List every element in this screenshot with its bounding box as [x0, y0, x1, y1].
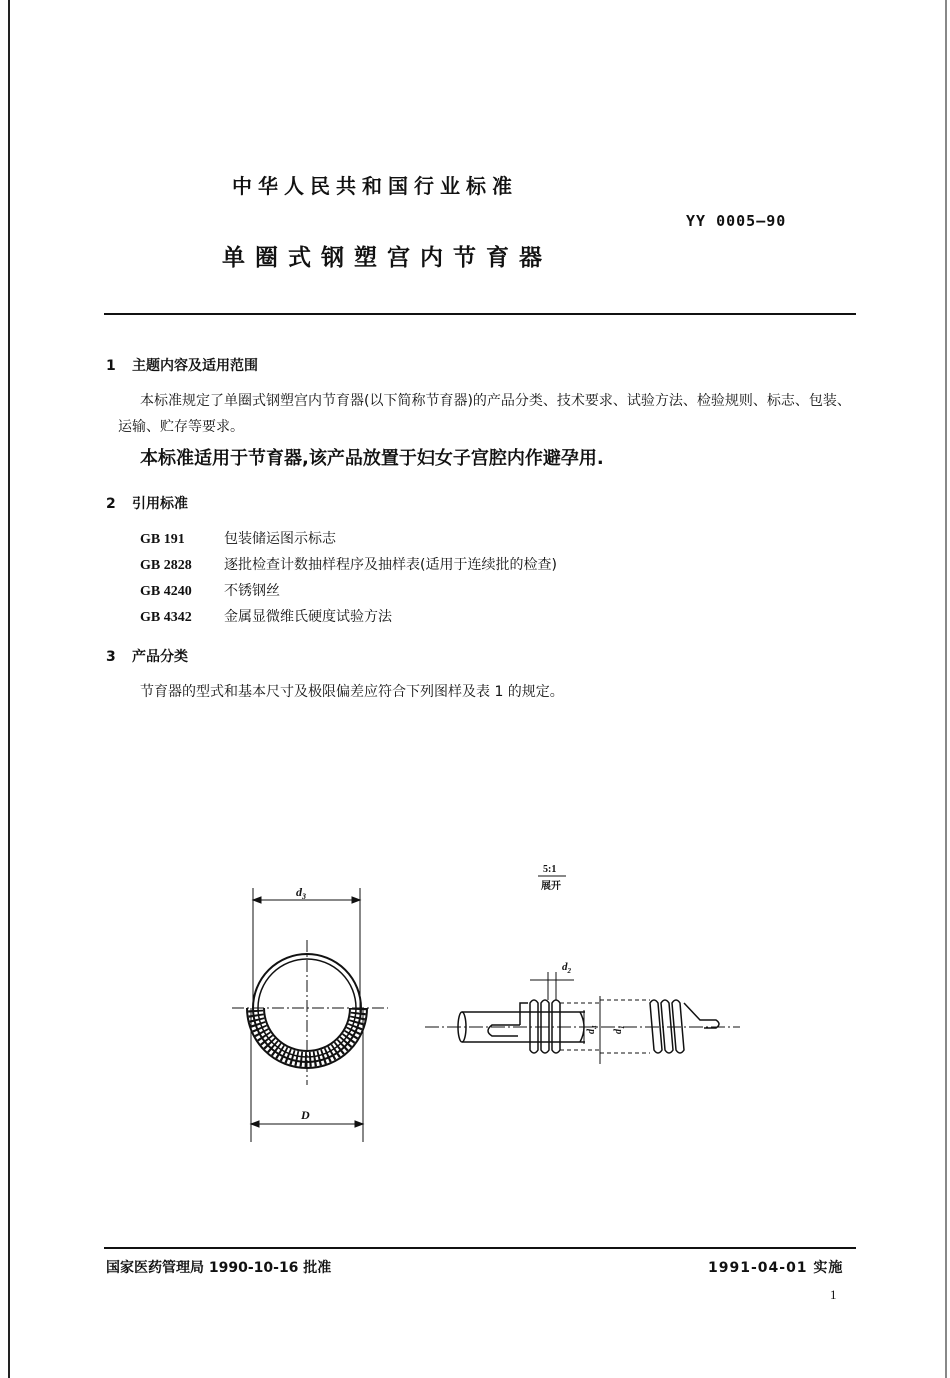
reference-code: GB 2828 — [140, 558, 192, 573]
reference-name: 不锈钢丝 — [224, 583, 280, 599]
section-3-para-1: 节育器的型式和基本尺寸及极限偏差应符合下列图样及表 1 的规定。 — [140, 684, 564, 700]
standard-type: 中华人民共和国行业标准 — [232, 174, 518, 198]
reference-name: 金属显微维氏硬度试验方法 — [224, 609, 392, 625]
label-d2: $d_2$ — [562, 961, 571, 975]
document-title: 单圈式钢塑宫内节育器 — [222, 245, 552, 271]
footer-rule — [104, 1247, 856, 1249]
label-d4: $d_4$ — [586, 1025, 599, 1034]
approval-note: 国家医药管理局 1990-10-16 批准 — [106, 1260, 332, 1276]
reference-code: GB 191 — [140, 532, 185, 547]
ring-front-view — [232, 888, 388, 1142]
scale-caption: 展开 — [541, 881, 561, 892]
scale-label: 5:1 — [543, 864, 557, 875]
standard-code: YY 0005—90 — [686, 212, 787, 230]
reference-name: 逐批检查计数抽样程序及抽样表(适用于连续批的检查) — [224, 557, 557, 573]
implementation-note: 1991-04-01 实施 — [708, 1260, 844, 1276]
section-1-number: 1 — [106, 358, 116, 374]
reference-code: GB 4240 — [140, 584, 192, 599]
section-3-title: 产品分类 — [132, 649, 188, 665]
label-d1: $d_1$ — [613, 1025, 626, 1034]
section-2-title: 引用标准 — [132, 496, 188, 512]
reference-code: GB 4342 — [140, 610, 192, 625]
section-2-number: 2 — [106, 496, 116, 512]
page-number: 1 — [830, 1287, 837, 1302]
section-1-para-1: 本标准规定了单圈式钢塑宫内节育器(以下简称节育器)的产品分类、技术要求、试验方法、检验规则、标志、包装、运输、贮存等要求。 — [118, 393, 851, 435]
section-1-title: 主题内容及适用范围 — [132, 358, 258, 374]
section-1-para-2: 本标准适用于节育器,该产品放置于妇女子宫腔内作避孕用. — [140, 448, 604, 469]
section-3-number: 3 — [106, 649, 116, 665]
coil-side-view — [425, 972, 740, 1064]
label-d3: $d_3$ — [296, 885, 306, 901]
reference-name: 包装储运图示标志 — [224, 531, 336, 547]
label-D: D — [301, 1108, 310, 1122]
